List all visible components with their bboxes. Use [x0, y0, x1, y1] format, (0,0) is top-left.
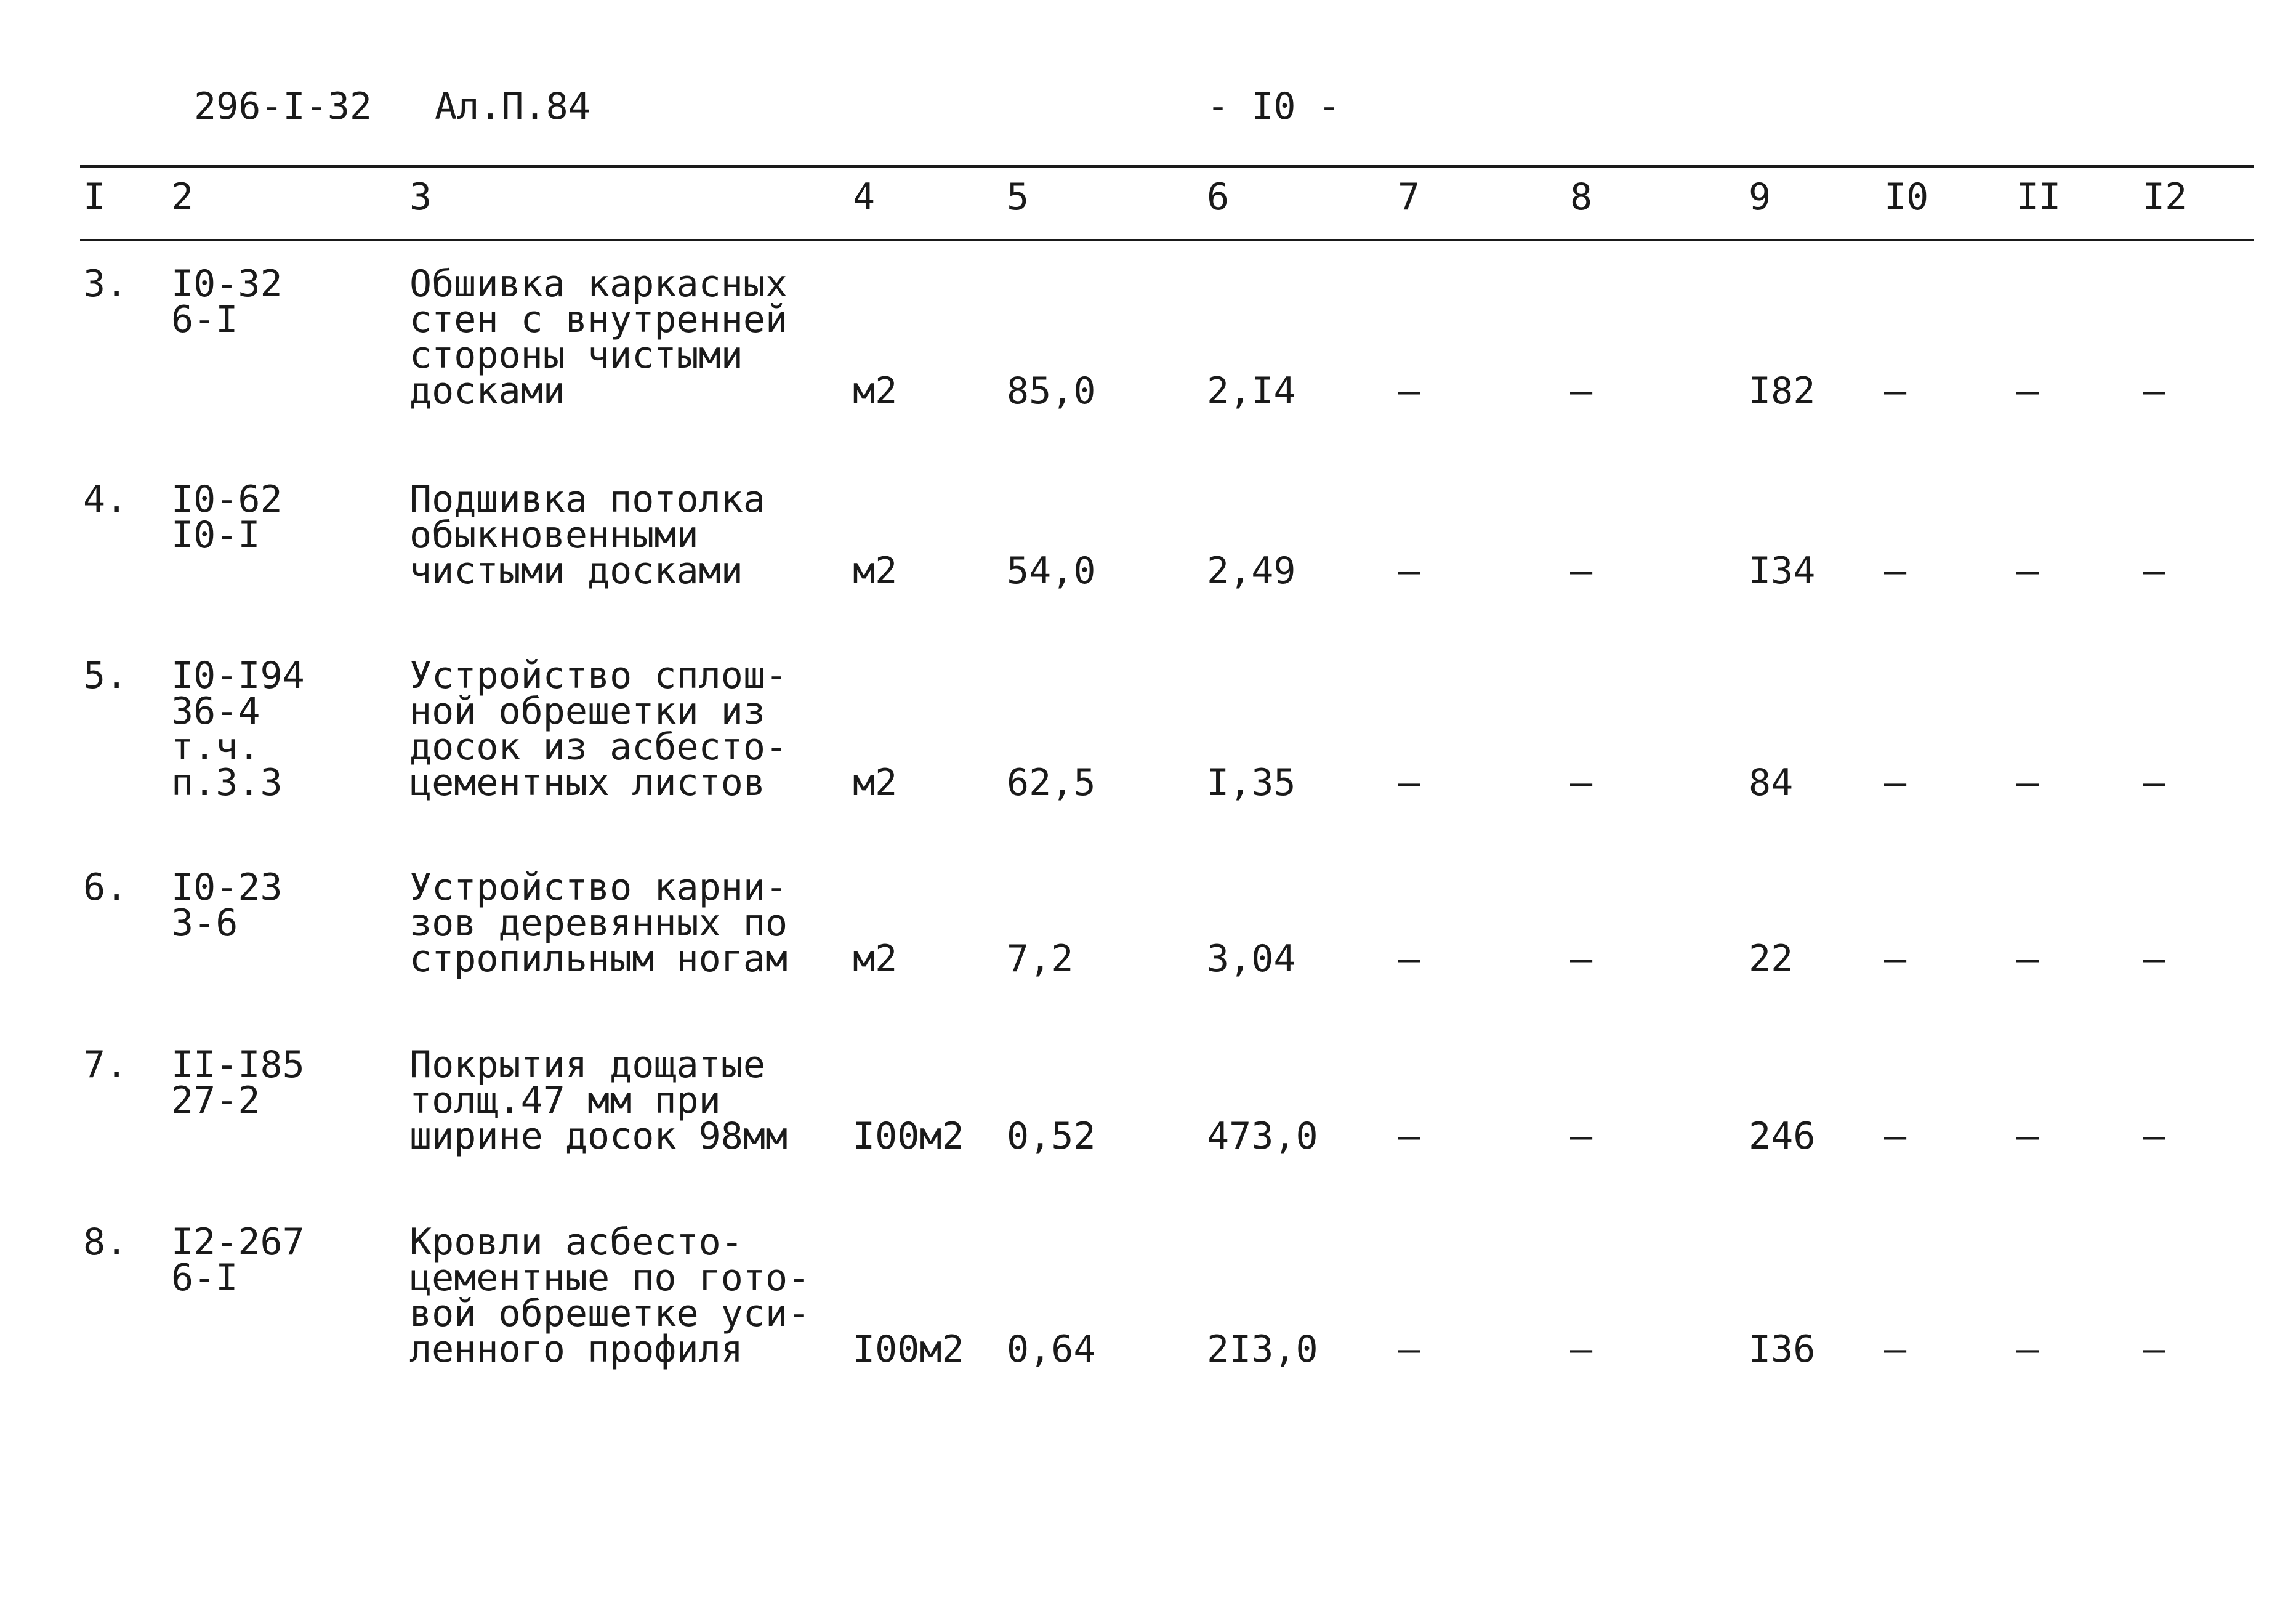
column-10-value: – — [1884, 549, 1907, 592]
rate-code: I0-23 3-6 — [171, 866, 283, 945]
table-top-rule — [80, 165, 2254, 168]
rate-code: I0-62 I0-I — [171, 478, 283, 557]
unit-cost: 2,I4 — [1207, 370, 1296, 413]
unit-cost: 2,49 — [1207, 549, 1296, 592]
column-7-value: – — [1398, 1328, 1420, 1371]
column-12-value: – — [2143, 1115, 2165, 1158]
column-9-value: I36 — [1749, 1328, 1816, 1371]
quantity: 0,52 — [1007, 1115, 1096, 1158]
work-description: Кровли асбесто- цементные по гото- вой обрешетке уси- ленного профиля — [409, 1221, 810, 1371]
column-number: 8 — [1570, 176, 1593, 219]
row-number: 3. — [83, 262, 128, 305]
unit-of-measure: м2 — [853, 549, 898, 592]
column-11-value: – — [2016, 1115, 2039, 1158]
unit-cost: 3,04 — [1207, 937, 1296, 980]
column-number: 3 — [409, 176, 432, 219]
row-number: 6. — [83, 866, 128, 909]
unit-cost: 2I3,0 — [1207, 1328, 1318, 1371]
column-12-value: – — [2143, 761, 2165, 804]
quantity: 62,5 — [1007, 761, 1096, 804]
column-number: 4 — [853, 176, 876, 219]
row-number: 8. — [83, 1221, 128, 1264]
work-description: Обшивка каркасных стен с внутренней стороны чистыми досками — [409, 262, 788, 413]
column-10-value: – — [1884, 761, 1907, 804]
quantity: 85,0 — [1007, 370, 1096, 413]
doc-code: 296-I-32 — [194, 85, 372, 128]
quantity: 0,64 — [1007, 1328, 1096, 1371]
column-8-value: – — [1570, 370, 1593, 413]
column-8-value: – — [1570, 549, 1593, 592]
work-description: Устройство карни- зов деревянных по стропильным ногам — [409, 866, 788, 980]
row-number: 5. — [83, 654, 128, 697]
rate-code: I0-I94 36-4 т.ч. п.3.3 — [171, 654, 305, 804]
column-11-value: – — [2016, 370, 2039, 413]
unit-of-measure: м2 — [853, 370, 898, 413]
work-description: Покрытия дощатые толщ.47 мм при ширине досок 98мм — [409, 1043, 788, 1158]
column-11-value: – — [2016, 937, 2039, 980]
column-number: I0 — [1884, 176, 1929, 219]
column-8-value: – — [1570, 937, 1593, 980]
column-12-value: – — [2143, 549, 2165, 592]
row-number: 4. — [83, 478, 128, 521]
column-8-value: – — [1570, 1328, 1593, 1371]
album-ref: Ал.П.84 — [435, 85, 590, 128]
unit-cost: I,35 — [1207, 761, 1296, 804]
column-8-value: – — [1570, 1115, 1593, 1158]
rate-code: I0-32 6-I — [171, 262, 283, 341]
column-8-value: – — [1570, 761, 1593, 804]
column-10-value: – — [1884, 370, 1907, 413]
column-12-value: – — [2143, 937, 2165, 980]
rate-code: I2-267 6-I — [171, 1221, 305, 1299]
column-7-value: – — [1398, 761, 1420, 804]
column-7-value: – — [1398, 370, 1420, 413]
column-7-value: – — [1398, 1115, 1420, 1158]
column-number: I — [83, 176, 106, 219]
column-number: 9 — [1749, 176, 1771, 219]
unit-of-measure: I00м2 — [853, 1328, 964, 1371]
column-10-value: – — [1884, 1115, 1907, 1158]
column-11-value: – — [2016, 1328, 2039, 1371]
column-9-value: 84 — [1749, 761, 1794, 804]
column-7-value: – — [1398, 937, 1420, 980]
column-9-value: 22 — [1749, 937, 1794, 980]
unit-of-measure: I00м2 — [853, 1115, 964, 1158]
row-number: 7. — [83, 1043, 128, 1086]
column-number: 6 — [1207, 176, 1230, 219]
rate-code: II-I85 27-2 — [171, 1043, 305, 1122]
column-10-value: – — [1884, 937, 1907, 980]
work-description: Подшивка потолка обыкновенными чистыми досками — [409, 478, 765, 592]
quantity: 54,0 — [1007, 549, 1096, 592]
column-9-value: I34 — [1749, 549, 1816, 592]
column-number: 5 — [1007, 176, 1029, 219]
page-number: - I0 - — [1207, 85, 1340, 128]
table-header-rule — [80, 239, 2254, 241]
column-12-value: – — [2143, 370, 2165, 413]
unit-of-measure: м2 — [853, 761, 898, 804]
quantity: 7,2 — [1007, 937, 1074, 980]
work-description: Устройство сплош- ной обрешетки из досок из асбесто- цементных листов — [409, 654, 788, 804]
column-11-value: – — [2016, 549, 2039, 592]
column-12-value: – — [2143, 1328, 2165, 1371]
column-number: 2 — [171, 176, 194, 219]
column-11-value: – — [2016, 761, 2039, 804]
column-9-value: 246 — [1749, 1115, 1816, 1158]
column-7-value: – — [1398, 549, 1420, 592]
column-10-value: – — [1884, 1328, 1907, 1371]
column-number: I2 — [2143, 176, 2188, 219]
unit-cost: 473,0 — [1207, 1115, 1318, 1158]
column-number: 7 — [1398, 176, 1420, 219]
column-number: II — [2016, 176, 2061, 219]
column-9-value: I82 — [1749, 370, 1816, 413]
unit-of-measure: м2 — [853, 937, 898, 980]
